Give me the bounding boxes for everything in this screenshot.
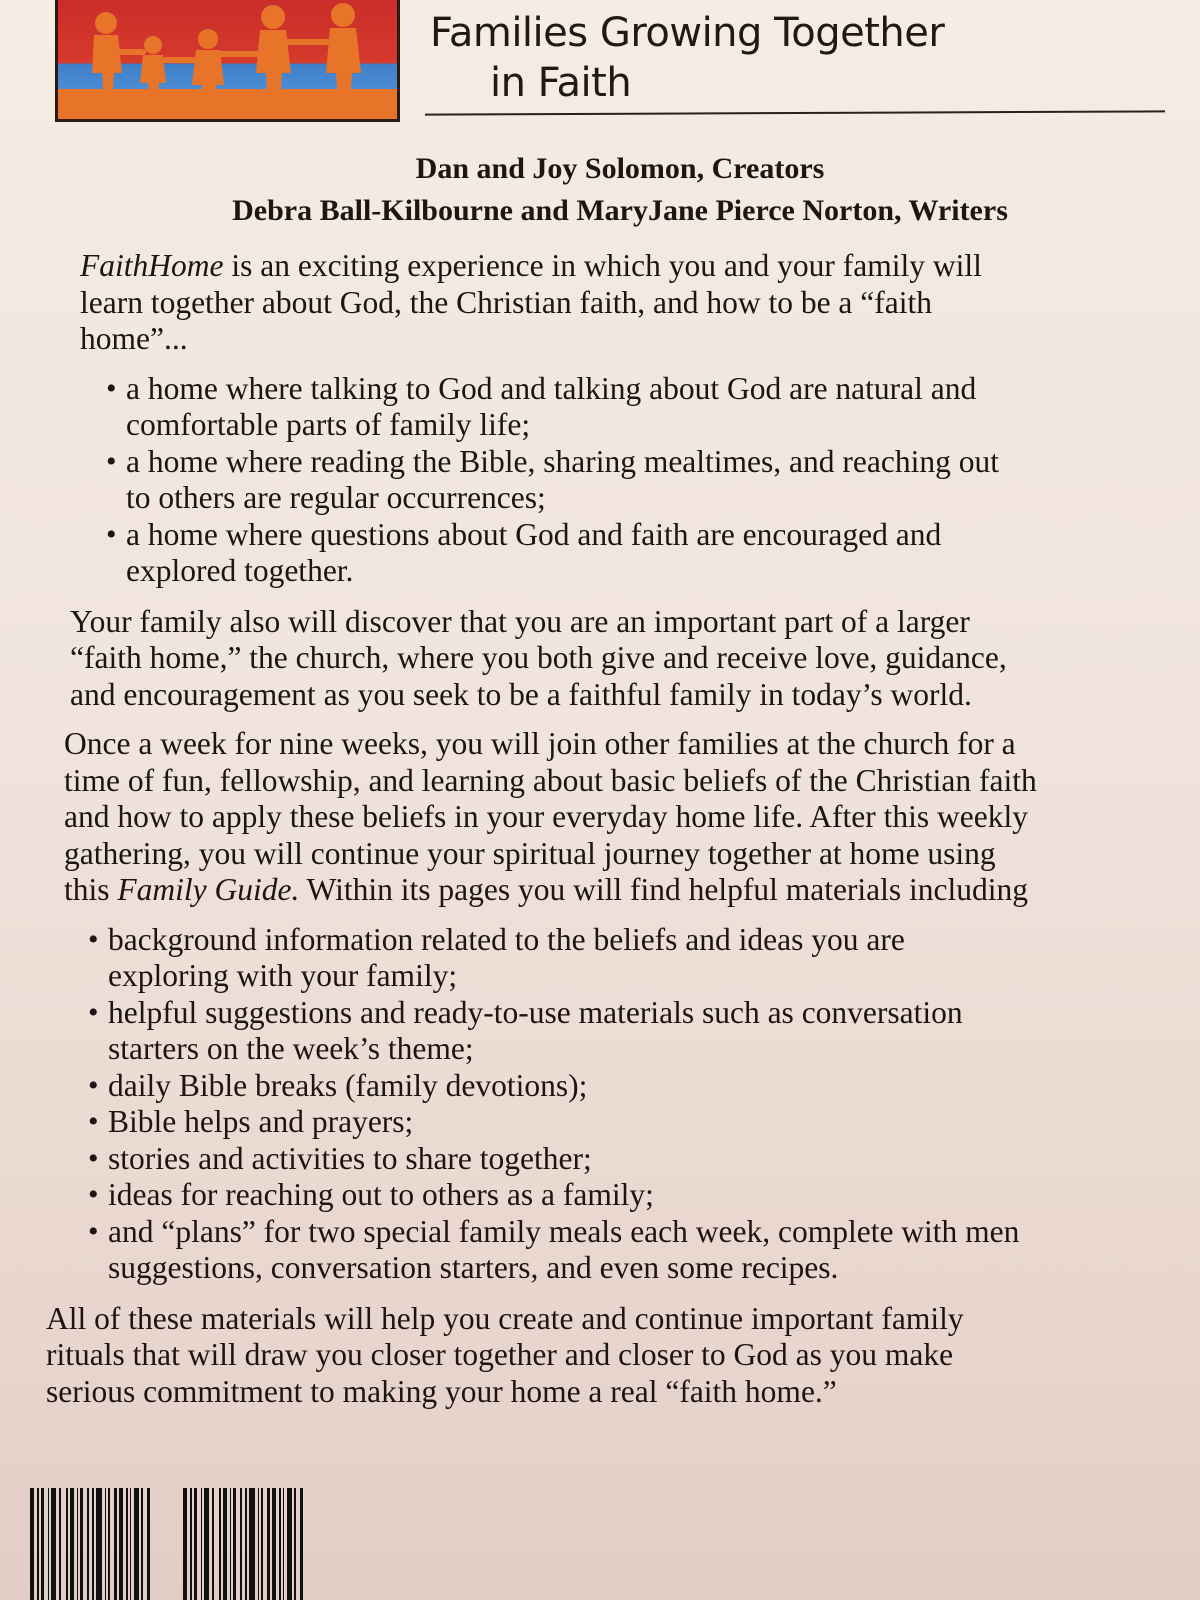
- book-title: [430, 8, 944, 108]
- list-item-line: suggestions, conversation starters, and even some recipes.: [108, 1250, 839, 1285]
- barcode-bar: [134, 1488, 139, 1600]
- list-item: [88, 1068, 1190, 1105]
- closing-paragraph: [40, 1301, 1190, 1411]
- list-item-line: comfortable parts of family life;: [126, 407, 531, 442]
- text-run: this: [64, 872, 118, 907]
- family-figures-icon: [58, 0, 400, 122]
- paragraph-line: gathering, you will continue your spiritual journey together at home using: [64, 835, 996, 871]
- paragraph-line: Your family also will discover that you are an important part of a larger: [70, 603, 970, 639]
- intro-line-1-text: is an exciting experience in which you and your family will: [223, 248, 982, 283]
- paragraph-line: “faith home,” the church, where you both give and receive love, guidance,: [70, 640, 1007, 675]
- barcode-bar: [204, 1488, 209, 1600]
- barcode-bar: [105, 1488, 106, 1600]
- description-body: [40, 248, 1190, 1423]
- barcode-bar: [130, 1488, 131, 1600]
- barcode-bar: [240, 1488, 242, 1600]
- credits: [0, 148, 1200, 232]
- barcode-bar: [108, 1488, 110, 1600]
- list-item-line: • a home where questions about God and faith are encouraged and: [126, 516, 942, 552]
- barcode-bar: [30, 1488, 34, 1600]
- barcode-bar: [267, 1488, 270, 1600]
- barcode-bar: [223, 1488, 227, 1600]
- list-item-line: explored together.: [126, 553, 354, 588]
- list-item-line: • daily Bible breaks (family devotions);: [108, 1067, 588, 1103]
- barcode-bar: [77, 1488, 78, 1600]
- list-item: [88, 995, 1190, 1068]
- title-underline: [425, 110, 1165, 115]
- intro-paragraph: [40, 248, 1190, 358]
- barcode-bar: [66, 1488, 68, 1600]
- list-item-line: starters on the week’s theme;: [108, 1031, 474, 1066]
- barcode-bar: [147, 1488, 150, 1600]
- barcode-bar: [37, 1488, 39, 1600]
- paragraph-line: serious commitment to making your home a real “faith home.”: [46, 1373, 837, 1409]
- barcode-bar: [59, 1488, 61, 1600]
- barcode-bar: [92, 1488, 94, 1600]
- text-run: Within its pages you will find helpful materials including: [299, 872, 1029, 907]
- barcode-bar: [96, 1488, 102, 1600]
- list-item: [88, 922, 1190, 995]
- list-item-line: • stories and activities to share together;: [108, 1140, 592, 1176]
- barcode-bar: [233, 1488, 236, 1600]
- list-item: [88, 1214, 1190, 1287]
- barcode-bar: [48, 1488, 49, 1600]
- brand-name: FaithHome: [80, 248, 224, 283]
- list-item-line: exploring with your family;: [108, 958, 458, 993]
- paragraph-line: [64, 872, 1190, 909]
- barcode-bar: [300, 1488, 303, 1600]
- barcode-bar: [245, 1488, 247, 1600]
- barcode-bar: [230, 1488, 231, 1600]
- list-item-line: • a home where talking to God and talking about God are natural and: [126, 370, 977, 406]
- title-line-1: Families Growing Together: [430, 10, 945, 56]
- intro-line: [80, 248, 1190, 285]
- materials-bullet-list: [88, 922, 1190, 1287]
- faithhome-logo: [55, 0, 400, 122]
- home-bullet-list: [106, 371, 1190, 590]
- barcode-bar: [287, 1488, 292, 1600]
- barcode-bar: [258, 1488, 259, 1600]
- barcode-bar: [119, 1488, 123, 1600]
- barcode-bar: [249, 1488, 255, 1600]
- list-item-line: • ideas for reaching out to others as a family;: [108, 1177, 654, 1212]
- barcode-bar: [194, 1488, 197, 1600]
- paragraph-line: and encouragement as you seek to be a faithful family in today’s world.: [70, 676, 972, 712]
- paragraph-line: Once a week for nine weeks, you will join other families at the church for a: [64, 726, 1016, 761]
- list-item: [88, 1177, 1190, 1214]
- list-item: [106, 444, 1190, 517]
- list-item-line: • a home where reading the Bible, sharing mealtimes, and reaching out: [126, 443, 999, 479]
- barcode-bar: [51, 1488, 56, 1600]
- barcode-bar: [201, 1488, 202, 1600]
- family-guide-title: Family Guide.: [117, 872, 300, 907]
- barcode-bar: [283, 1488, 284, 1600]
- barcode-bar: [141, 1488, 143, 1600]
- barcode-bar: [261, 1488, 263, 1600]
- intro-line: home”...: [80, 321, 188, 356]
- intro-line: learn together about God, the Christian faith, and how to be a “faith: [80, 284, 932, 320]
- list-item: [106, 371, 1190, 444]
- barcode: [30, 1488, 530, 1600]
- writers-credit: Debra Ball-Kilbourne and MaryJane Pierce Norton, Writers: [232, 194, 1008, 227]
- paragraph-line: time of fun, fellowship, and learning about basic beliefs of the Christian faith: [64, 762, 1037, 798]
- list-item: [106, 517, 1190, 590]
- list-item: [88, 1104, 1190, 1141]
- barcode-bar: [183, 1488, 187, 1600]
- paragraph-line: rituals that will draw you closer together and closer to God as you make: [46, 1337, 954, 1372]
- barcode-bar: [279, 1488, 281, 1600]
- barcode-bar: [190, 1488, 192, 1600]
- barcode-bar: [212, 1488, 214, 1600]
- barcode-bar: [87, 1488, 89, 1600]
- barcode-bar: [114, 1488, 117, 1600]
- barcode-bar: [41, 1488, 44, 1600]
- list-item: [88, 1141, 1190, 1178]
- creators-credit: Dan and Joy Solomon, Creators: [415, 152, 825, 185]
- barcode-bar: [70, 1488, 74, 1600]
- list-item-line: • background information related to the beliefs and ideas you are: [108, 921, 905, 957]
- list-item-line: • Bible helps and prayers;: [108, 1104, 414, 1139]
- paragraph-line: All of these materials will help you create and continue important family: [46, 1300, 964, 1336]
- barcode-bar: [219, 1488, 221, 1600]
- barcode-bar: [80, 1488, 83, 1600]
- list-item-line: • helpful suggestions and ready-to-use materials such as conversation: [108, 994, 963, 1030]
- list-item-line: • and “plans” for two special family meals each week, complete with men: [108, 1213, 1020, 1249]
- church-paragraph: [40, 604, 1190, 714]
- barcode-bar: [126, 1488, 128, 1600]
- title-line-2: in Faith: [490, 60, 632, 106]
- paragraph-line: and how to apply these beliefs in your everyday home life. After this weekly: [64, 799, 1028, 834]
- barcode-bar: [272, 1488, 276, 1600]
- list-item-line: to others are regular occurrences;: [126, 480, 546, 515]
- weekly-paragraph: [40, 726, 1190, 909]
- barcode-bar: [294, 1488, 296, 1600]
